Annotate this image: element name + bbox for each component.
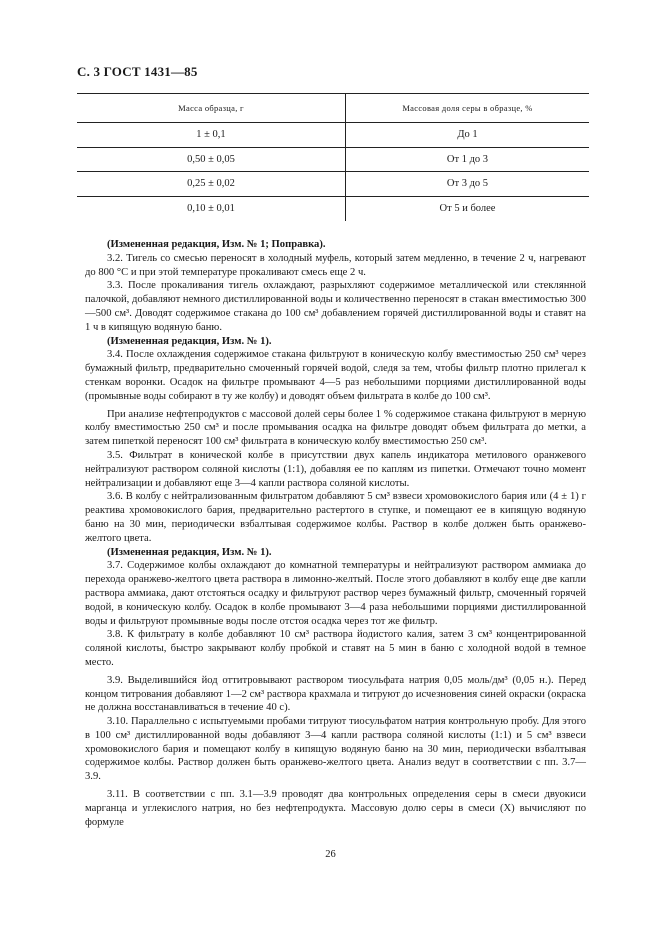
paragraph-analysis-note: При анализе нефтепродуктов с массовой долей серы более 1 % содержимое стакана фильтруют в мерную колбу вместимостью 250 см³ и после промывания осадка на фильтре доводят объем фильтрата до метки, а затем пипеткой переносят 100 см³ фильтрата в коническую колбу вместимостью 250 см³. [85, 408, 586, 448]
table-cell: 1 ± 0,1 [77, 123, 346, 148]
table-cell: До 1 [346, 123, 590, 148]
body-text [85, 238, 586, 829]
paragraph-3-6: 3.6. В колбу с нейтрализованным фильтратом добавляют 5 см³ взвеси хромовокислого бария или (4 ± 1) г реактива хромовокислого бария, предварительно растертого в ступке, и помещают ее в кипящую водяную баню на 30 мин, периодически взбалтывая содержимое колбы. Раствор в колбе должен быть оранжево-желтого цвета. [85, 491, 586, 544]
table-row [77, 147, 589, 172]
paragraph-3-3: 3.3. После прокаливания тигель охлаждают, разрыхляют содержимое металлической или стеклянной палочкой, добавляют немного дистиллированной воды и количественно переносят в стакан вместимостью 300—500 см³. Доводят содержимое стакана до 100 см³ добавлением горячей дистиллированной воды и ставят на 1 ч в кипящую водяную баню. [85, 280, 586, 333]
paragraph-3-10: 3.10. Параллельно с испытуемыми пробами титруют тиосульфатом натрия контрольную пробу. Для этого в 100 см³ дистиллированной воды добавляют 3—4 капли раствора соляной кислоты (1:1) и 5 см³ взвеси хромовокислого бария и помещают колбу в кипящую водяную баню на 30 мин, периодически взбалтывая содержимое колбы. Раствор должен быть оранжево-желтого цвета. Анализ ведут в соответствии с пп. 3.7—3.9. [85, 716, 586, 783]
page-header: С. 3 ГОСТ 1431—85 [77, 64, 198, 79]
paragraph-3-4: 3.4. После охлаждения содержимое стакана фильтруют в коническую колбу вместимостью 250 см³ через бумажный фильтр, предварительно смоченный горячей водой, следя за тем, чтобы фильтр плотно прилегал к стенкам воронки. Осадок на фильтре промывают 4—5 раз небольшими порциями дистиллированной воды (промывные воды собирают в ту же колбу) и доводят объем фильтрата в колбе до 100 см³. [85, 349, 586, 402]
paragraph-3-5: 3.5. Фильтрат в конической колбе в присутствии двух капель индикатора метилового оранжевого нейтрализуют раствором соляной кислоты (1:1), добавляя ее по каплям из пипетки. Отмечают точно момент нейтрализации и добавляют еще 3—4 капли раствора соляной кислоты. [85, 449, 586, 489]
column-header-sulfur-fraction: Массовая доля серы в образце, % [346, 94, 590, 123]
paragraph-3-9: 3.9. Выделившийся йод оттитровывают раствором тиосульфата натрия 0,05 моль/дм³ (0,05 н.). Перед концом титрования добавляют 1—2 см³ раствора крахмала и титруют до исчезновения синей окраски (окраска не должна восстанавливаться в течение 40 с). [85, 674, 586, 714]
paragraph-3-7: 3.7. Содержимое колбы охлаждают до комнатной температуры и нейтрализуют раствором аммиака до перехода оранжево-желтого цвета раствора в лимонно-желтый. После этого добавляют в колбу еще две капли раствора аммиака, дают отстояться осадку и фильтруют раствор через бумажный фильтр, смоченный горячей водой, в коническую колбу. Осадок в колбе промывают 3—4 раза небольшими порциями дистиллированной воды и фильтруют промывные воды после отстоя осадка через тот же фильтр. [85, 560, 586, 627]
sample-mass-table [77, 93, 589, 221]
table-header-row [77, 94, 589, 123]
table-cell: 0,50 ± 0,05 [77, 147, 346, 172]
table-cell: От 3 до 5 [346, 172, 590, 197]
table-row [77, 196, 589, 221]
column-header-mass: Масса образца, г [77, 94, 346, 123]
table-cell: 0,25 ± 0,02 [77, 172, 346, 197]
table-cell: 0,10 ± 0,01 [77, 196, 346, 221]
table-cell: От 1 до 3 [346, 147, 590, 172]
revision-note: (Измененная редакция, Изм. № 1). [107, 546, 272, 558]
paragraph-3-8: 3.8. К фильтрату в колбе добавляют 10 см³ раствора йодистого калия, затем 3 см³ концентрированной соляной кислоты, быстро закрывают колбу пробкой и ставят на 5 мин в баню с холодной водой в темное место. [85, 629, 586, 668]
table-row [77, 172, 589, 197]
page-number: 26 [325, 849, 336, 860]
table-row [77, 123, 589, 148]
revision-note: (Измененная редакция, Изм. № 1; Поправка). [107, 239, 326, 250]
table-cell: От 5 и более [439, 203, 496, 214]
revision-note: (Измененная редакция, Изм. № 1). [107, 335, 272, 347]
paragraph-3-2: 3.2. Тигель со смесью переносят в холодный муфель, который затем медленно, в течение 2 ч, нагревают до 800 °С и при этой температуре прокаливают смесь еще 2 ч. [85, 252, 586, 278]
paragraph-3-11: 3.11. В соответствии с пп. 3.1—3.9 проводят два контрольных определения серы в смеси двуокиси марганца и углекислого натрия, но без нефтепродукта. Массовую долю серы в смеси (X) вычисляют по формуле [85, 789, 586, 828]
